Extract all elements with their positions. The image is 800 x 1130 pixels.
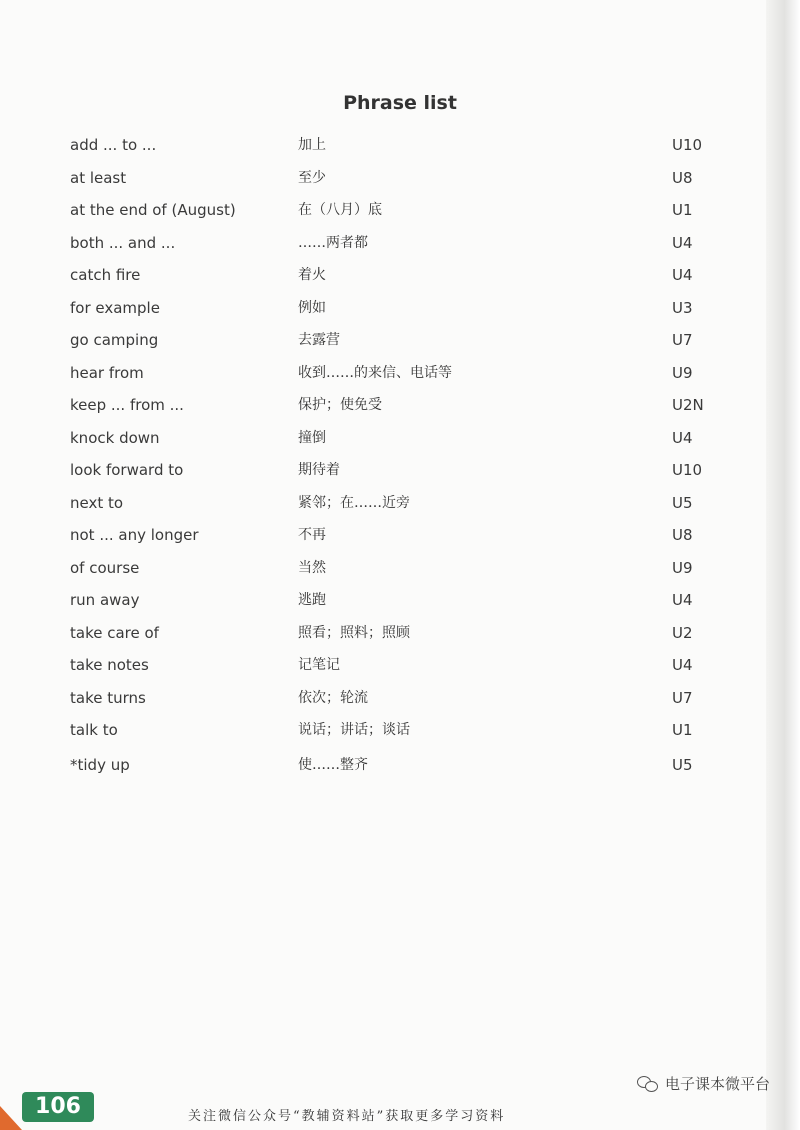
phrase-row <box>0 715 800 745</box>
phrase-chinese: 当然 <box>298 559 326 576</box>
phrase-row <box>0 618 800 648</box>
phrase-chinese: 去露营 <box>298 332 340 348</box>
phrase-english: talk to <box>70 721 118 739</box>
phrase-english: run away <box>70 591 140 609</box>
phrase-chinese: 照看；照料；照顾 <box>298 624 410 641</box>
page-number: 106 <box>22 1092 94 1122</box>
phrase-row <box>0 683 800 713</box>
phrase-chinese: 保护；使免受 <box>298 397 382 413</box>
phrase-unit: U4 <box>672 428 693 447</box>
phrase-english: knock down <box>70 428 160 447</box>
phrase-row <box>0 195 800 225</box>
phrase-english: both ... and ... <box>70 233 176 252</box>
phrase-unit: U4 <box>672 233 693 252</box>
phrase-chinese: ……两者都 <box>298 234 368 251</box>
phrase-row <box>0 553 800 583</box>
phrase-row <box>0 293 800 323</box>
phrase-chinese: 记笔记 <box>298 657 340 673</box>
phrase-unit: U5 <box>672 493 693 512</box>
phrase-english: for example <box>70 298 160 317</box>
phrase-chinese: 不再 <box>298 527 326 543</box>
phrase-english: hear from <box>70 363 144 382</box>
phrase-row <box>0 455 800 485</box>
phrase-row <box>0 260 800 290</box>
phrase-chinese: 说话；讲话；谈话 <box>298 722 410 738</box>
phrase-unit: U9 <box>672 363 693 382</box>
phrase-chinese: 期待着 <box>298 462 340 478</box>
phrase-row <box>0 423 800 453</box>
phrase-chinese: 例如 <box>298 299 326 316</box>
phrase-english: look forward to <box>70 461 184 479</box>
footer-text: 关注微信公众号“教辅资料站”获取更多学习资料 <box>188 1109 506 1124</box>
phrase-unit: U4 <box>672 656 693 674</box>
phrase-row <box>0 228 800 258</box>
phrase-row <box>0 358 800 388</box>
phrase-row <box>0 650 800 680</box>
phrase-english: at the end of (August) <box>70 201 236 219</box>
phrase-english: take turns <box>70 688 146 707</box>
page-title: Phrase list <box>343 92 457 114</box>
phrase-unit: U4 <box>672 591 693 609</box>
phrase-row <box>0 585 800 615</box>
phrase-chinese: 在（八月）底 <box>298 202 382 218</box>
phrase-unit: U10 <box>672 461 703 479</box>
phrase-english: take care of <box>70 623 159 642</box>
phrase-chinese: 撞倒 <box>298 429 326 446</box>
phrase-unit: U8 <box>672 526 693 544</box>
phrase-unit: U9 <box>672 558 693 577</box>
phrase-chinese: 逃跑 <box>298 592 326 608</box>
phrase-english: *tidy up <box>70 756 130 774</box>
phrase-english: go camping <box>70 331 159 349</box>
watermark-text: 电子课本微平台 <box>664 1075 770 1093</box>
phrase-english: add ... to ... <box>70 136 157 154</box>
phrase-chinese: 着火 <box>298 267 326 283</box>
phrase-unit: U2 <box>672 623 693 642</box>
watermark <box>637 1073 770 1094</box>
phrase-unit: U4 <box>672 266 693 284</box>
phrase-english: of course <box>70 558 140 577</box>
phrase-chinese: 依次；轮流 <box>298 689 368 706</box>
phrase-english: at least <box>70 168 127 187</box>
phrase-row <box>0 750 800 780</box>
phrase-english: take notes <box>70 656 149 674</box>
phrase-chinese: 紧邻；在……近旁 <box>298 494 410 511</box>
phrase-chinese: 使……整齐 <box>298 757 368 773</box>
phrase-unit: U5 <box>672 756 693 774</box>
phrase-chinese: 至少 <box>298 169 326 186</box>
phrase-english: keep ... from ... <box>70 396 184 414</box>
phrase-row <box>0 325 800 355</box>
phrase-row <box>0 163 800 193</box>
phrase-row <box>0 130 800 160</box>
wechat-icon <box>637 1076 659 1092</box>
phrase-row <box>0 390 800 420</box>
phrase-row <box>0 488 800 518</box>
phrase-chinese: 加上 <box>298 137 326 153</box>
phrase-english: not ... any longer <box>70 526 199 544</box>
phrase-row <box>0 520 800 550</box>
phrase-unit: U7 <box>672 331 693 349</box>
page-corner-accent <box>0 1106 22 1130</box>
phrase-unit: U2N <box>672 396 704 414</box>
phrase-unit: U1 <box>672 201 693 219</box>
phrase-unit: U8 <box>672 168 693 187</box>
phrase-unit: U1 <box>672 721 693 739</box>
phrase-english: next to <box>70 493 124 512</box>
phrase-unit: U3 <box>672 298 693 317</box>
phrase-unit: U10 <box>672 136 703 154</box>
phrase-english: catch fire <box>70 266 141 284</box>
phrase-unit: U7 <box>672 688 693 707</box>
phrase-chinese: 收到……的来信、电话等 <box>298 364 452 381</box>
